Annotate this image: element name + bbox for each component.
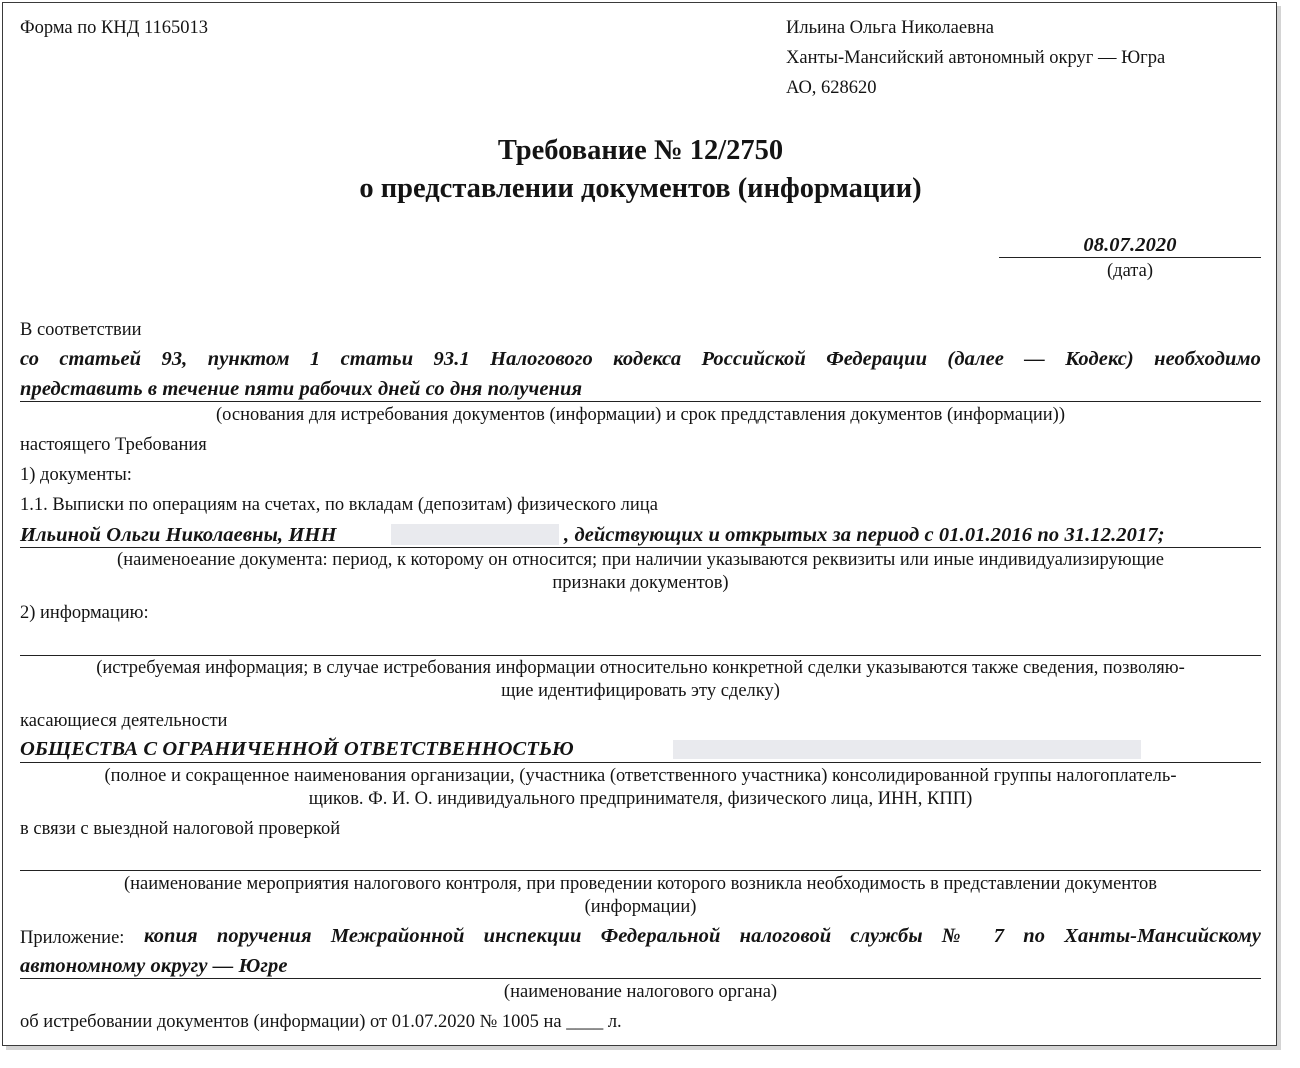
document-page	[2, 2, 1277, 1046]
documents-item: 1.1. Выписки по операциям на счетах, по вкладам (депозитам) физического лица	[20, 495, 658, 515]
activity-caption-line1: (полное и сокращенное наименования организации, (участника (ответственного участника) консолидированной группы налогоплатель-	[104, 766, 1177, 786]
document-title: Требование № 12/2750	[497, 135, 784, 166]
date-underline	[999, 257, 1261, 258]
documents-heading: 1) документы:	[20, 465, 132, 485]
form-code: Форма по КНД 1165013	[20, 18, 209, 38]
documents-caption-line2: признаки документов)	[552, 573, 729, 593]
documents-filled-end: , действующих и открытых за период с 01.01.2016 по 31.12.2017;	[564, 524, 1165, 546]
information-heading: 2) информацию:	[20, 603, 149, 623]
date-value: 08.07.2020	[1083, 234, 1177, 256]
attachment-underline	[20, 978, 1261, 979]
recipient-region: Ханты-Мансийский автономный округ — Югра	[786, 48, 1166, 68]
recipient-name: Ильина Ольга Николаевна	[786, 18, 994, 38]
attachment-footer: об истребовании документов (информации) от 01.07.2020 № 1005 на ____ л.	[20, 1012, 622, 1032]
control-caption-line1: (наименование мероприятия налогового контроля, при проведении которого возникла необходимость в представлении документов	[123, 874, 1158, 894]
redacted-inn	[391, 524, 559, 545]
control-intro: в связи с выездной налоговой проверкой	[20, 819, 341, 839]
information-caption-line1: (истребуемая информация; в случае истребования информации относительно конкретной сделки указываются также сведения, позволяю-	[96, 658, 1185, 678]
basis-text-line2: представить в течение пяти рабочих дней со дня получения	[20, 378, 583, 400]
attachment-text-line2: автономному округу — Югре	[20, 955, 288, 977]
basis-caption: (основания для истребования документов (информации) и срок преддставления документов (информации))	[216, 405, 1065, 425]
documents-filled-start: Ильиной Ольги Николаевны, ИНН	[20, 524, 337, 546]
control-caption-line2: (информации)	[584, 897, 697, 917]
basis-text-line1: со статьей 93, пунктом 1 статьи 93.1 Налогового кодекса Российской Федерации (далее — Кодекс) необходимо	[20, 348, 1261, 370]
information-caption-line2: щие идентифицировать эту сделку)	[501, 681, 780, 701]
basis-underline	[20, 401, 1261, 402]
documents-caption-line1: (наименоеание документа: период, к которому он относится; при наличии указываются реквизиты или иные индивидуализирующие	[117, 550, 1164, 570]
date-caption: (дата)	[1107, 261, 1153, 281]
recipient-locality: АО, 628620	[786, 78, 877, 98]
attachment-caption: (наименование налогового органа)	[503, 982, 778, 1002]
attachment-text-line1: копия поручения Межрайонной инспекции Федеральной налоговой службы № 7 по Ханты-Мансийскому	[144, 925, 1261, 947]
redacted-org-name	[673, 740, 1141, 759]
attachment-label: Приложение:	[20, 928, 125, 948]
basis-continuation: настоящего Требования	[20, 435, 207, 455]
activity-intro: касающиеся деятельности	[20, 711, 228, 731]
activity-underline	[20, 762, 1261, 763]
activity-caption-line2: щиков. Ф. И. О. индивидуального предпринимателя, физического лица, ИНН, КПП)	[308, 789, 973, 809]
activity-org-name: ОБЩЕСТВА С ОГРАНИЧЕННОЙ ОТВЕТСТВЕННОСТЬЮ	[20, 738, 574, 760]
document-subtitle: о представлении документов (информации)	[359, 173, 922, 204]
basis-intro: В соответствии	[20, 320, 142, 340]
control-underline	[20, 870, 1261, 871]
